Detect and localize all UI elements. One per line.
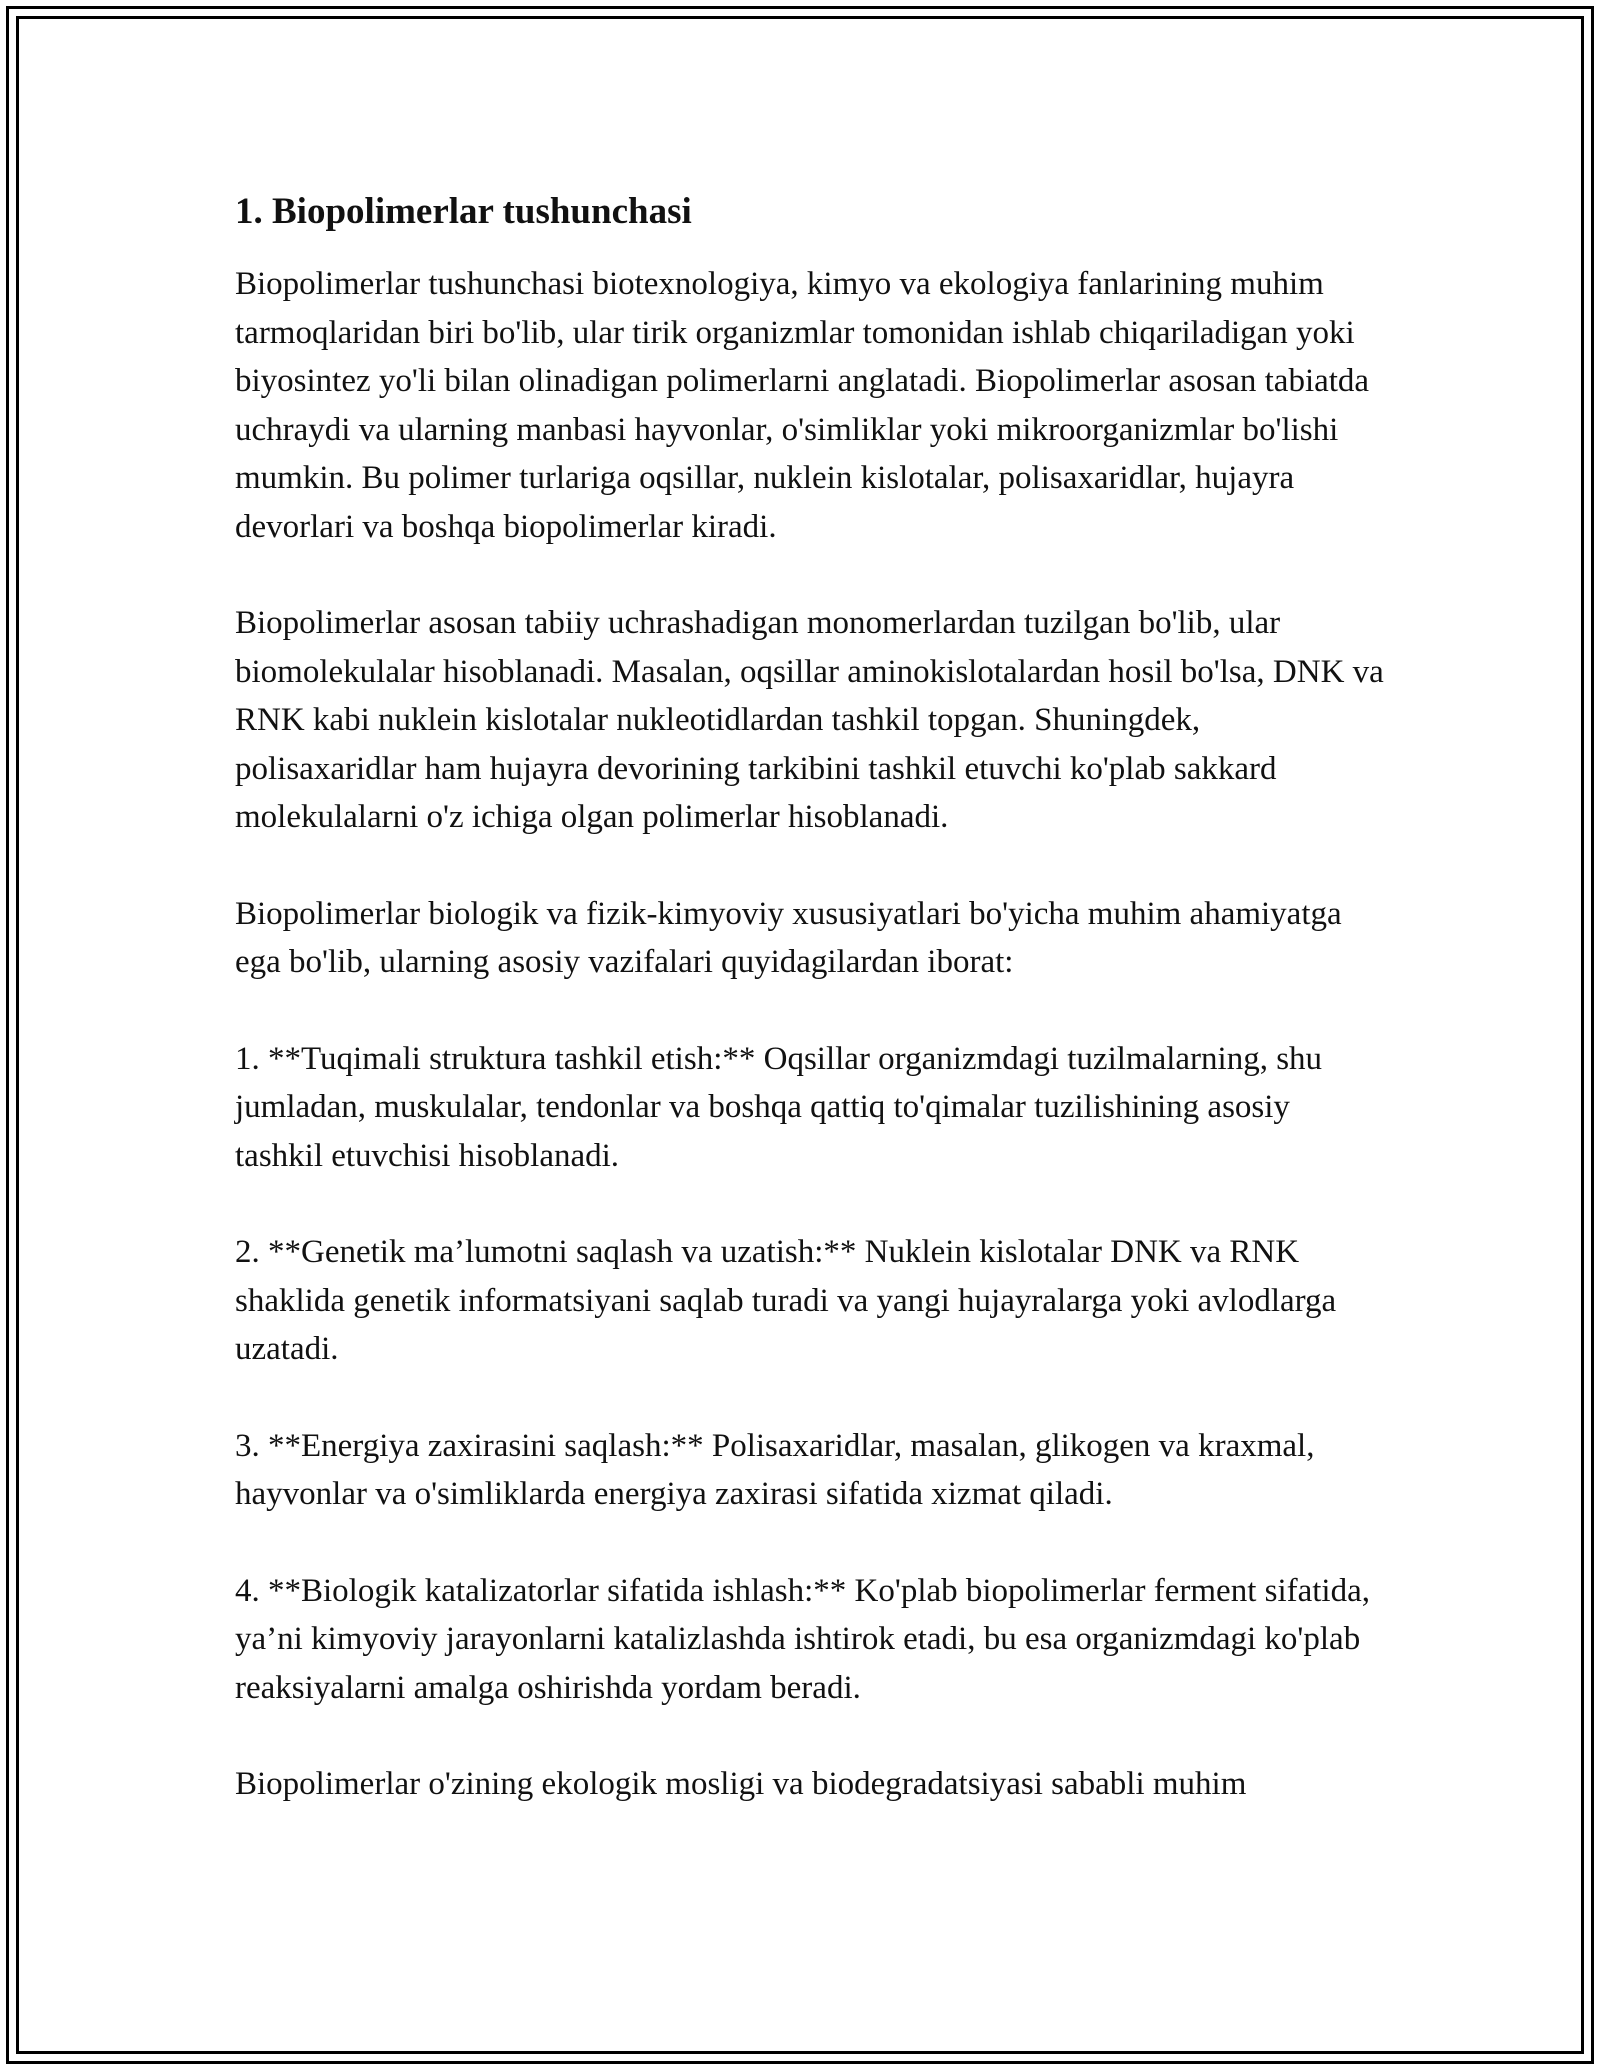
section-heading: 1. Biopolimerlar tushunchasi <box>235 191 692 232</box>
document-body <box>235 186 1385 1809</box>
paragraph-definition: Biopolimerlar tushunchasi biotexnologiya, kimyo va ekologiya fanlarining muhim tarmoqlaridan biri bo'lib, ular tirik organizmlar tomonidan ishlab chiqariladigan yoki biyosintez yo'li bilan olinadigan polimerlarni anglatadi. Biopolimerlar asosan tabiatda uchraydi va ularning manbasi hayvonlar, o'simliklar yoki mikroorganizmlar bo'lishi mumkin. Bu polimer turlariga oqsillar, nuklein kislotalar, polisaxaridlar, hujayra devorlari va boshqa biopolimerlar kiradi. <box>235 266 1370 545</box>
list-item-structure: 1. **Tuqimali struktura tashkil etish:** Oqsillar organizmdagi tuzilmalarning, shu jumladan, muskulalar, tendonlar va boshqa qattiq to'qimalar tuzilishining asosiy tashkil etuvchisi hisoblanadi. <box>235 1040 1323 1174</box>
paragraph-functions-intro: Biopolimerlar biologik va fizik-kimyoviy xususiyatlari bo'yicha muhim ahamiyatga ega bo'lib, ularning asosiy vazifalari quyidagilardan iborat: <box>235 895 1342 980</box>
list-item-energy: 3. **Energiya zaxirasini saqlash:** Polisaxaridlar, masalan, glikogen va kraxmal, hayvonlar va o'simliklarda energiya zaxirasi sifatida xizmat qiladi. <box>235 1427 1315 1512</box>
list-item-genetic: 2. **Genetik ma’lumotni saqlash va uzatish:** Nuklein kislotalar DNK va RNK shaklida genetik informatsiyani saqlab turadi va yangi hujayralarga yoki avlodlarga uzatadi. <box>235 1234 1337 1367</box>
paragraph-monomers: Biopolimerlar asosan tabiiy uchrashadigan monomerlardan tuzilgan bo'lib, ular biomolekulalar hisoblanadi. Masalan, oqsillar aminokislotalardan hosil bo'lsa, DNK va RNK kabi nuklein kislotalar nukleotidlardan tashkil topgan. Shuningdek, polisaxaridlar ham hujayra devorining tarkibini tashkil etuvchi ko'plab sakkard molekulalarni o'z ichiga olgan polimerlar hisoblanadi. <box>235 605 1384 835</box>
list-item-catalyst: 4. **Biologik katalizatorlar sifatida ishlash:** Ko'plab biopolimerlar ferment sifatida, ya’ni kimyoviy jarayonlarni katalizlashda ishtirok etadi, bu esa organizmdagi ko'plab reaksiyalarni amalga oshirishda yordam beradi. <box>235 1572 1370 1706</box>
paragraph-ecology: Biopolimerlar o'zining ekologik mosligi va biodegradatsiyasi sababli muhim <box>235 1766 1247 1802</box>
